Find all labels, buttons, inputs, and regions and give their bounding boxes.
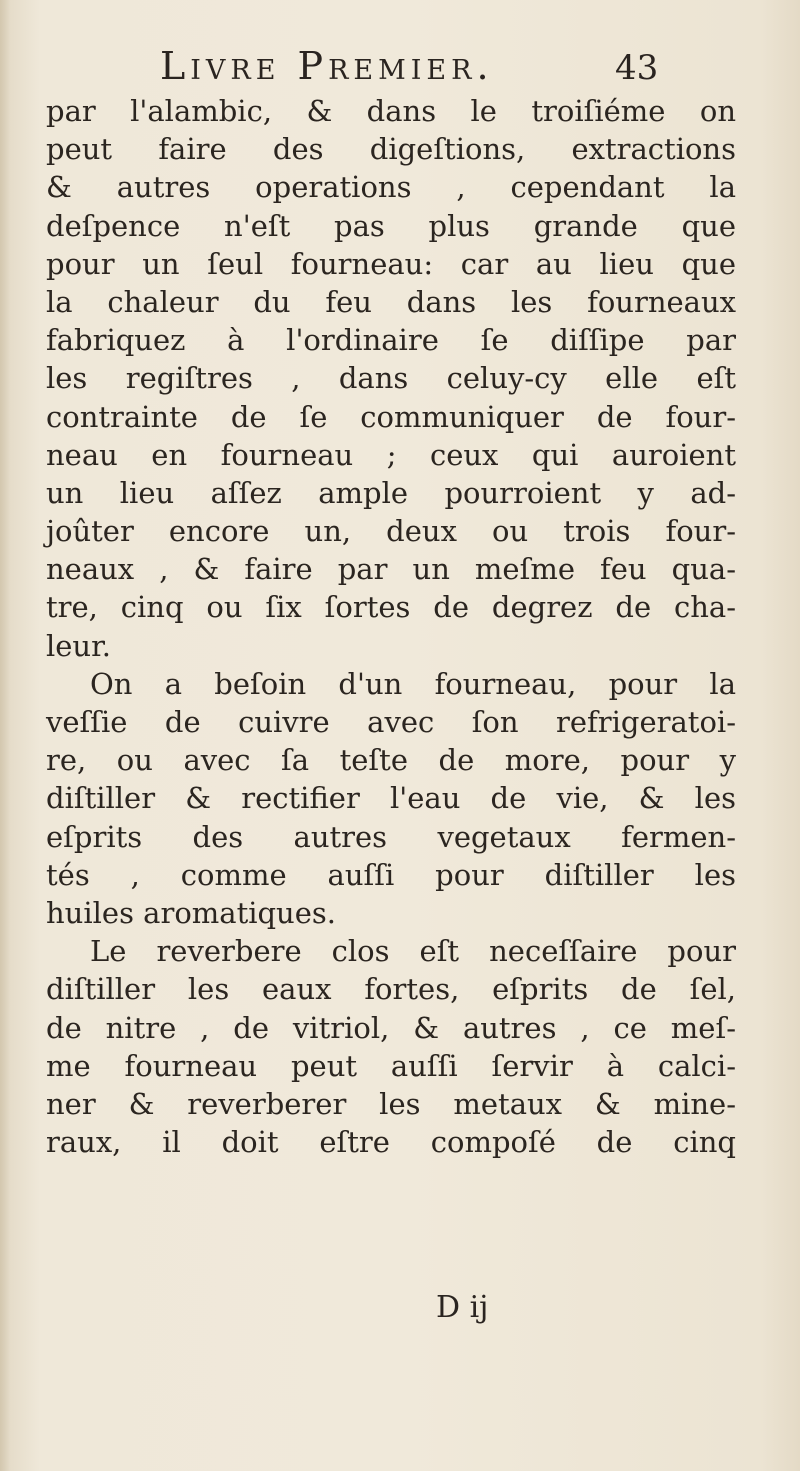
text-line: veſſie de cuivre avec ſon refrigeratoi- [46,705,736,739]
text-line: de nitre , de vitriol, & autres , ce meſ- [46,1010,736,1045]
text-line: tés , comme auſſi pour diſtiller les [46,857,736,892]
text-line: par l'alambic, & dans le troiſiéme on [46,94,736,128]
text-line: peut faire des digeſtions, extractions [46,132,736,167]
text-line: me fourneau peut auſſi ſervir à calci- [46,1048,736,1083]
text-line: ner & reverberer les metaux & mine- [46,1086,736,1121]
text-line: tre, cinq ou ſix ſortes de degrez de cha- [46,590,736,625]
text-line: deſpence n'eſt pas plus grande que [46,208,736,243]
text-line: contrainte de ſe communiquer de four- [46,399,736,434]
text-line: joûter encore un, deux ou trois four- [46,514,736,549]
text-line: re, ou avec ſa teſte de more, pour y [46,743,736,778]
paragraph-start-line: On a beſoin d'un fourneau, pour la [90,666,736,701]
text-line: pour un ſeul fourneau: car au lieu que [46,246,736,281]
page-gutter-shadow [0,0,10,1471]
running-head [0,44,800,94]
paragraph-start-line: Le reverbere clos eſt neceſſaire pour [90,934,736,969]
page-number: 43 [615,48,659,88]
text-line: huiles aromatiques. [46,895,336,930]
text-line: diſtiller les eaux fortes, eſprits de ſel, [46,972,736,1007]
text-line: neau en fourneau ; ceux qui auroient [46,437,736,472]
signature-mark: D ij [436,1290,489,1325]
body-text [46,92,736,1161]
text-line: fabriquez à l'ordinaire ſe diſſipe par [46,323,736,358]
running-title: Livre Premier. [160,44,494,88]
text-line: la chaleur du feu dans les fourneaux [46,284,736,319]
text-line: eſprits des autres vegetaux fermen- [46,819,736,854]
text-line: diſtiller & rectifier l'eau de vie, & les [46,781,736,816]
text-line: les regiſtres , dans celuy-cy elle eſt [46,361,736,396]
text-line: raux, il doit eſtre compoſé de cinq [46,1125,736,1160]
text-line: leur. [46,628,112,663]
text-line: un lieu aſſez ample pourroient y ad- [46,475,736,510]
text-line: neaux , & faire par un meſme feu qua- [46,552,736,587]
text-line: & autres operations , cependant la [46,170,736,205]
